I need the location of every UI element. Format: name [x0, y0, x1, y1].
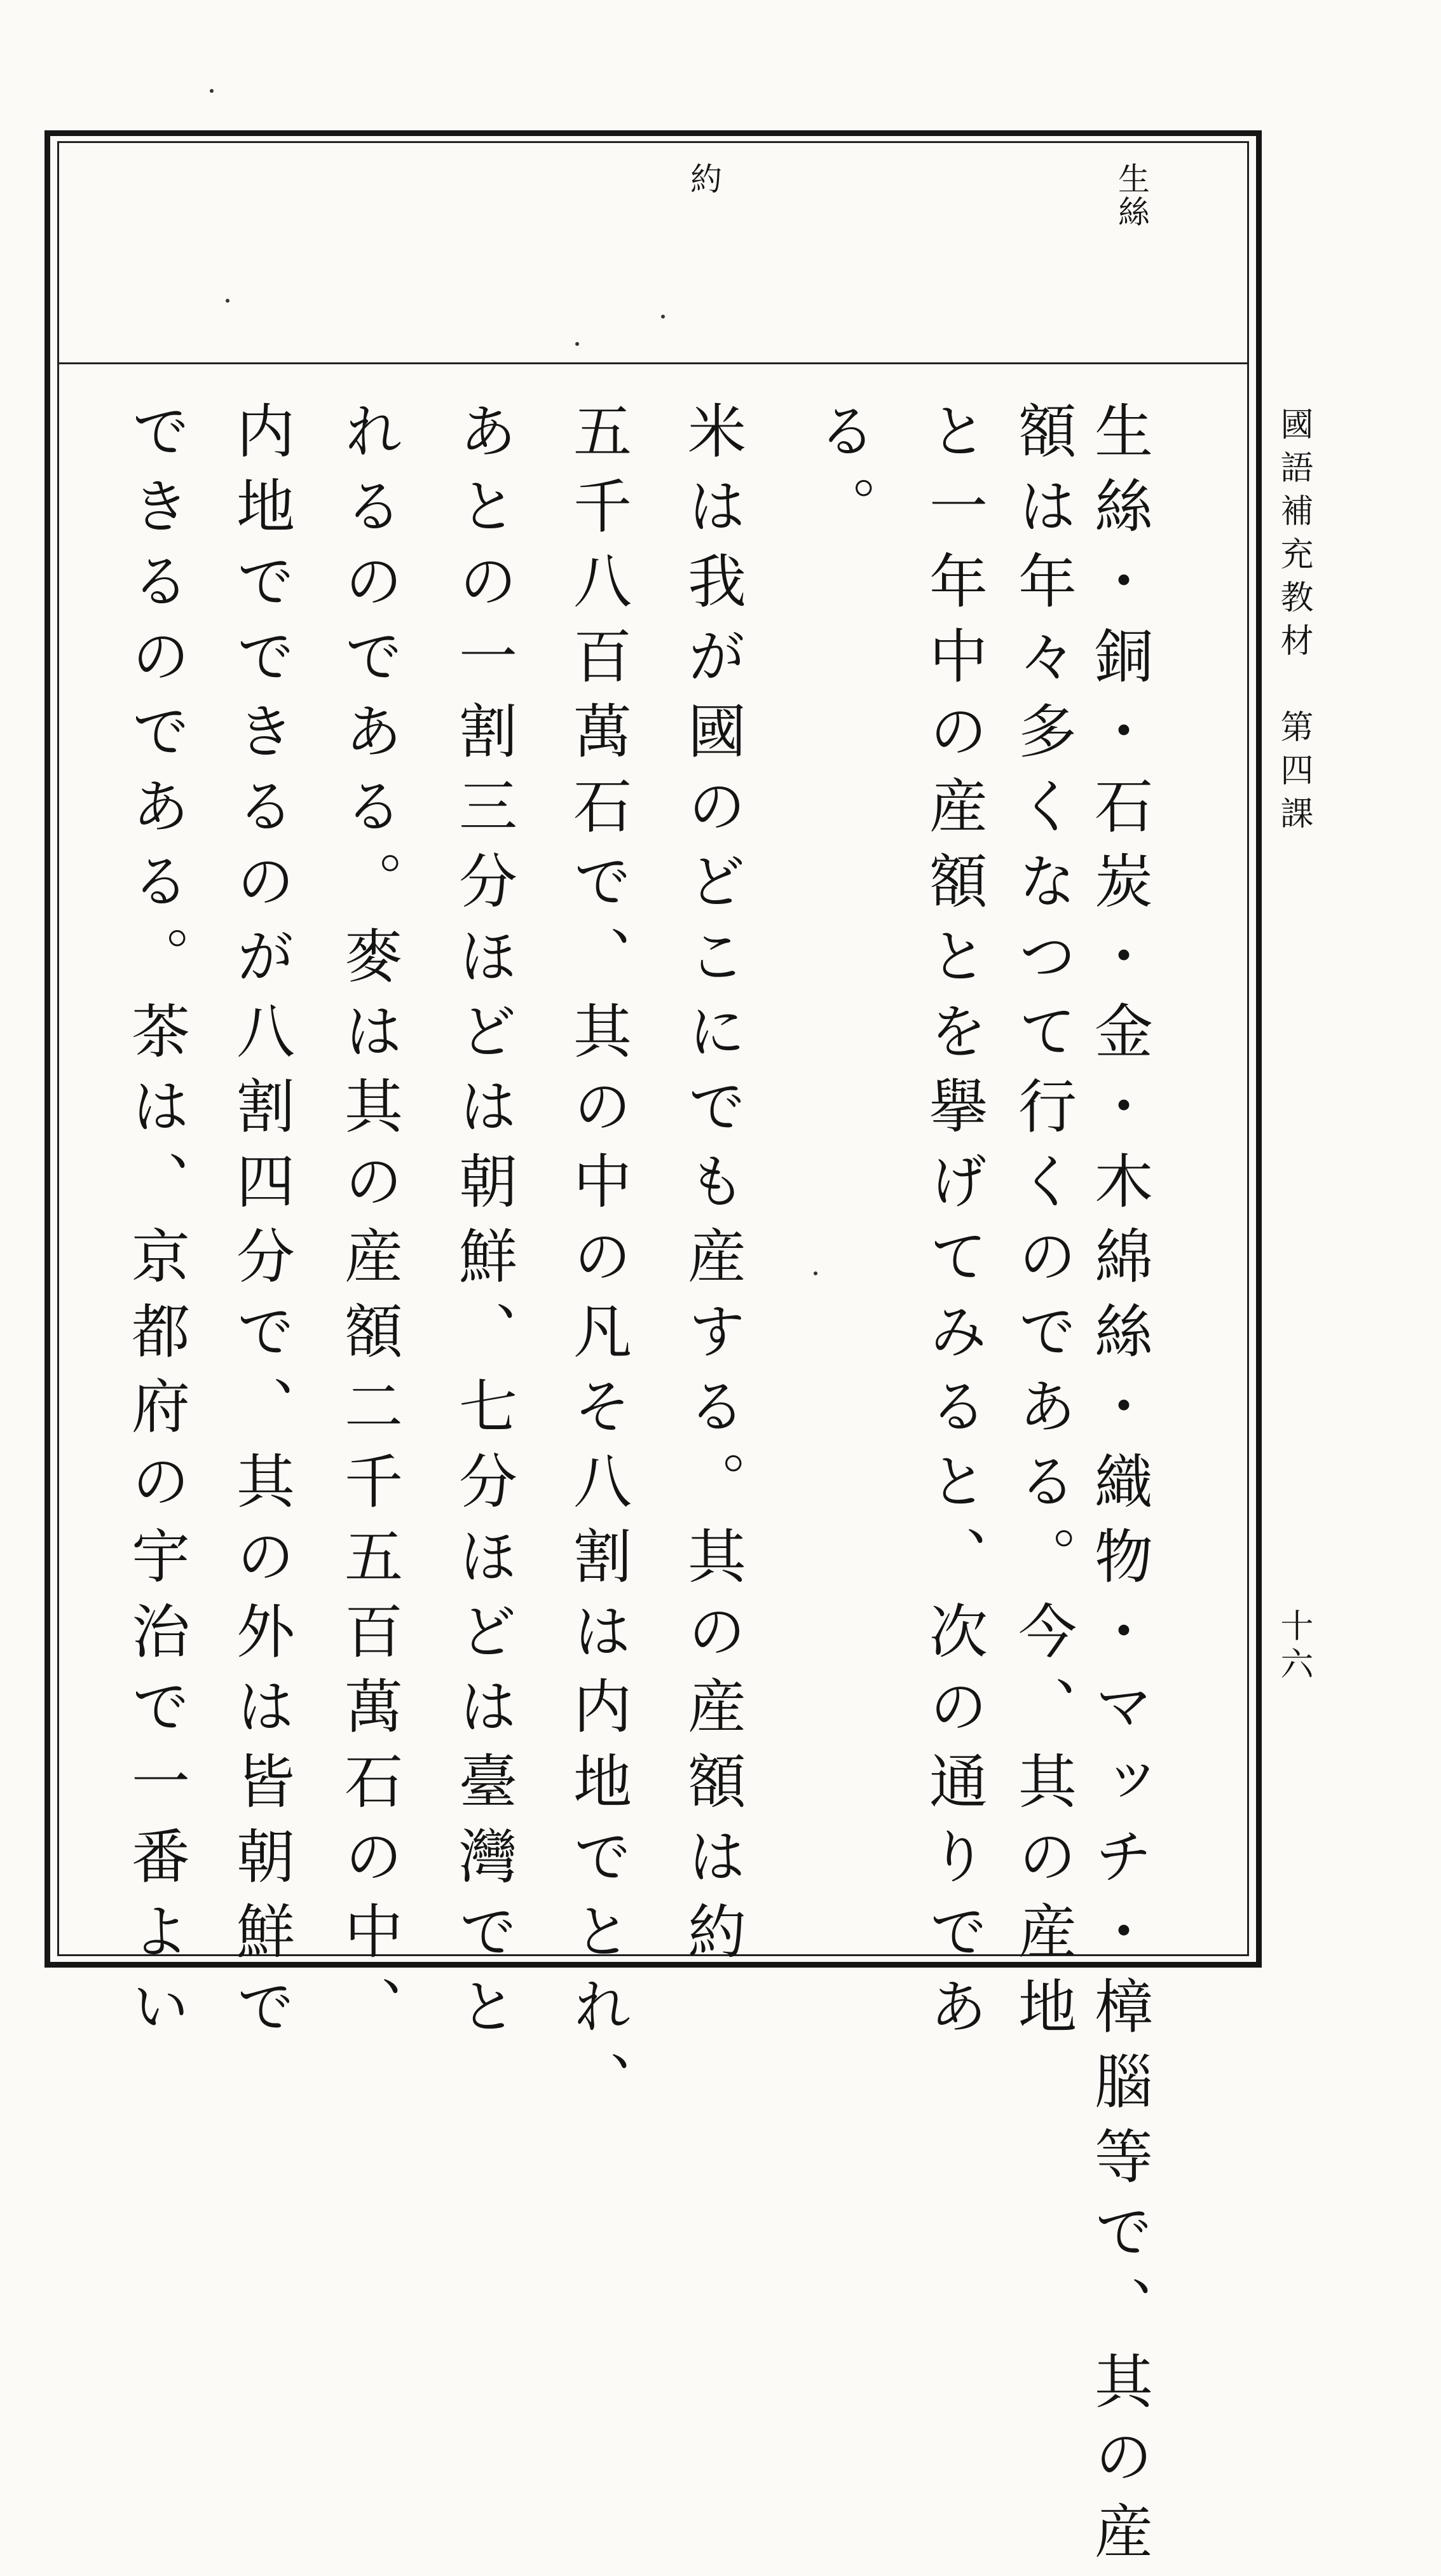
text-column-7: あとの一割三分ほどは朝鮮、七分ほどは臺灣でと	[449, 401, 517, 2051]
page-number: 十六	[1274, 1608, 1313, 1685]
text-column-5: 米は我が國のどこにでも産する。其の産額は約	[678, 401, 746, 1976]
head-note-raw-silk: 生絲	[1113, 162, 1150, 228]
head-note-approx: 約	[685, 162, 722, 195]
text-column-6: 五千八百萬石で、其の中の凡そ八割は内地でとれ、	[564, 401, 632, 2126]
text-column-3: と一年中の産額とを擧げてみると、次の通りであ	[920, 401, 988, 2051]
running-title: 國語補充教材 第四課	[1274, 407, 1313, 839]
ink-speck	[661, 315, 665, 319]
ink-speck	[210, 89, 214, 93]
text-column-2: 額は年々多くなつて行くのである。今、其の産地	[1009, 401, 1077, 2051]
text-column-10: できるのである。茶は、京都府の宇治で一番よい	[122, 401, 190, 2051]
header-divider	[57, 362, 1249, 364]
ink-speck	[575, 342, 579, 346]
ink-speck	[814, 1271, 817, 1275]
text-column-1: 生絲・銅・石炭・金・木綿絲・織物・マッチ・樟腦等で、其の産	[1085, 401, 1153, 2576]
text-column-9: 内地でできるのが八割四分で、其の外は皆朝鮮で	[227, 401, 295, 2051]
ink-speck	[226, 299, 229, 303]
text-column-4: る。	[809, 401, 877, 551]
text-column-8: れるのである。麥は其の産額二千五百萬石の中、	[335, 401, 403, 2051]
